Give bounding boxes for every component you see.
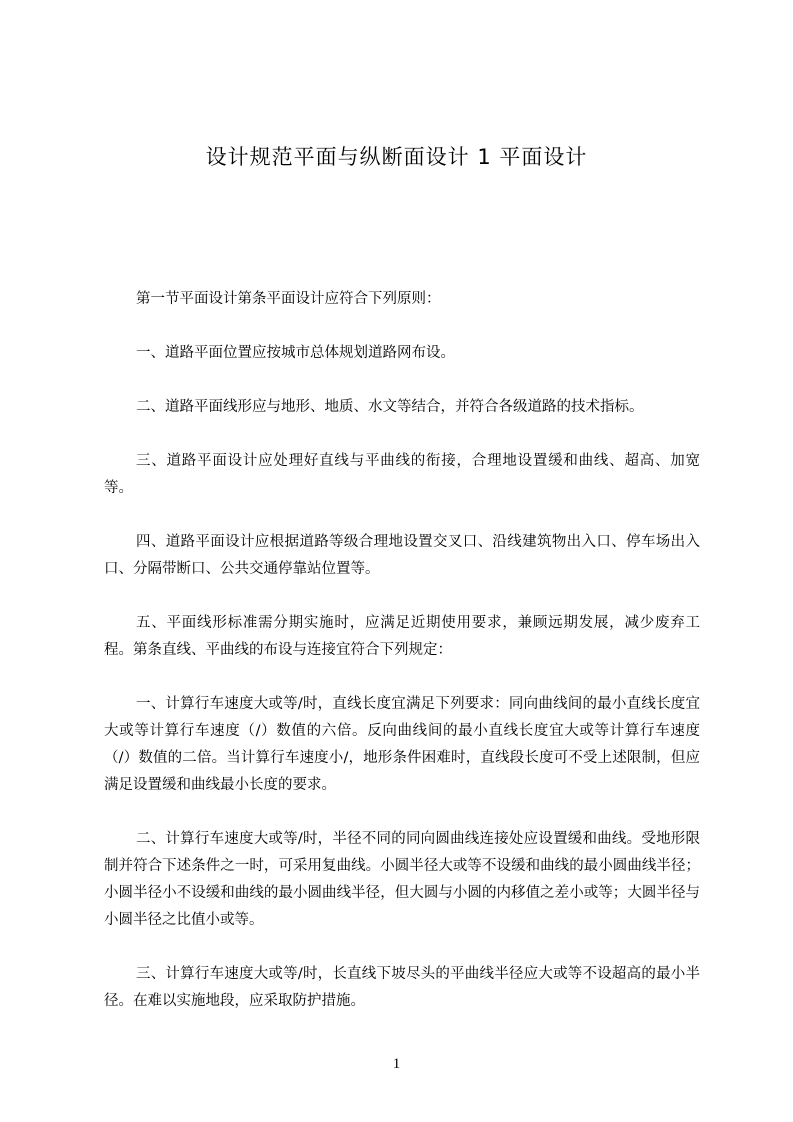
paragraph-principle-1: 一、道路平面位置应按城市总体规划道路网布设。	[136, 345, 455, 361]
paragraph-rule-1: 一、计算行车速度大或等/时，直线长度宜满足下列要求：同向曲线间的最小直线长度宜大或等计算行车速度（/）数值的六倍。反向曲线间的最小直线长度宜大或等计算行车速度（/）数值的二倍。当计算行车速度小/，地形条件困难时，直线段长度可不受上述限制，但应满足设置缓和曲线最小长度的要求。	[104, 696, 700, 793]
page-number: 1	[392, 1056, 401, 1072]
paragraph-principle-2: 二、道路平面线形应与地形、地质、水文等结合，并符合各级道路的技术指标。	[136, 399, 644, 415]
document-title: 设计规范平面与纵断面设计 1 平面设计	[205, 145, 588, 169]
paragraph-principle-4: 四、道路平面设计应根据道路等级合理地设置交叉口、沿线建筑物出入口、停车场出入口、分隔带断口、公共交通停靠站位置等。	[104, 534, 700, 577]
paragraph-rule-2: 二、计算行车速度大或等/时，半径不同的同向圆曲线连接处应设置缓和曲线。受地形限制并符合下述条件之一时，可采用复曲线。小圆半径大或等不设缓和曲线的最小圆曲线半径；小圆半径小不设缓和曲线的最小圆曲线半径，但大圆与小圆的内移值之差小或等；大圆半径与小圆半径之比值小或等。	[104, 831, 700, 928]
document-body	[104, 286, 700, 1042]
paragraph-principle-3: 三、道路平面设计应处理好直线与平曲线的衔接，合理地设置缓和曲线、超高、加宽等。	[104, 453, 700, 496]
paragraph-principle-5: 五、平面线形标准需分期实施时，应满足近期使用要求，兼顾远期发展，减少废弃工程。第条直线、平曲线的布设与连接宜符合下列规定：	[104, 615, 700, 658]
paragraph-intro: 第一节平面设计第条平面设计应符合下列原则：	[136, 291, 441, 307]
paragraph-rule-3: 三、计算行车速度大或等/时，长直线下坡尽头的平曲线半径应大或等不设超高的最小半径。在难以实施地段，应采取防护措施。	[104, 966, 700, 1009]
